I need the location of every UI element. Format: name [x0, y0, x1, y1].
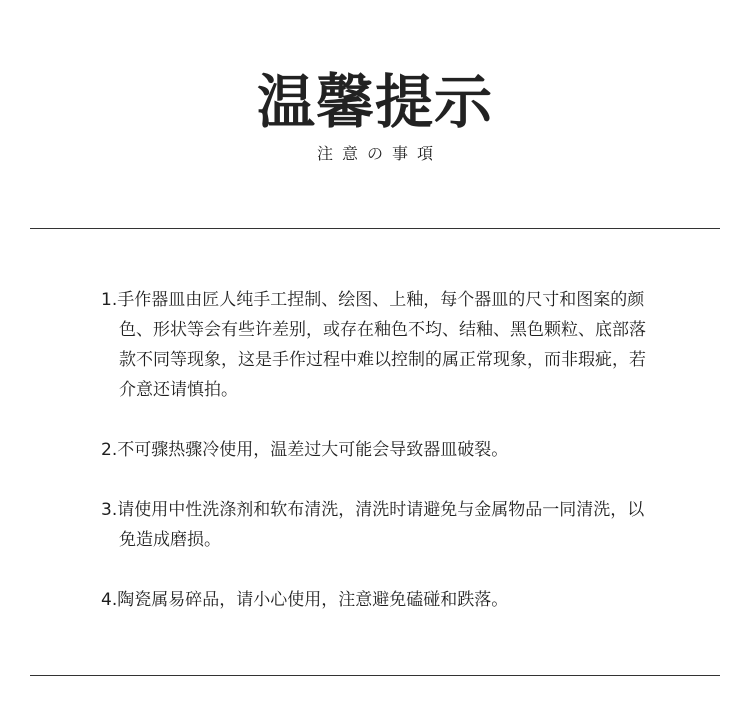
- note-item-1: 1.手作器皿由匠人纯手工捏制、绘图、上釉，每个器皿的尺寸和图案的颜色、形状等会有些许差别，或存在釉色不均、结釉、黑色颗粒、底部落款不同等现象，这是手作过程中难以控制的属正常现象，而非瑕疵，若介意还请慎拍。: [101, 290, 646, 400]
- note-item-2: 2.不可骤热骤冷使用，温差过大可能会导致器皿破裂。: [101, 440, 509, 460]
- page-subtitle: 注意の事項: [316, 144, 442, 163]
- bottom-divider: [30, 675, 720, 676]
- note-item-3: 3.请使用中性洗涤剂和软布清洗，清洗时请避免与金属物品一同清洗，以免造成磨损。: [101, 500, 645, 550]
- note-item-4: 4.陶瓷属易碎品，请小心使用，注意避免磕碰和跌落。: [101, 590, 509, 610]
- top-divider: [30, 228, 720, 229]
- notes-list: [101, 285, 646, 615]
- page-title: 温馨提示: [256, 68, 493, 136]
